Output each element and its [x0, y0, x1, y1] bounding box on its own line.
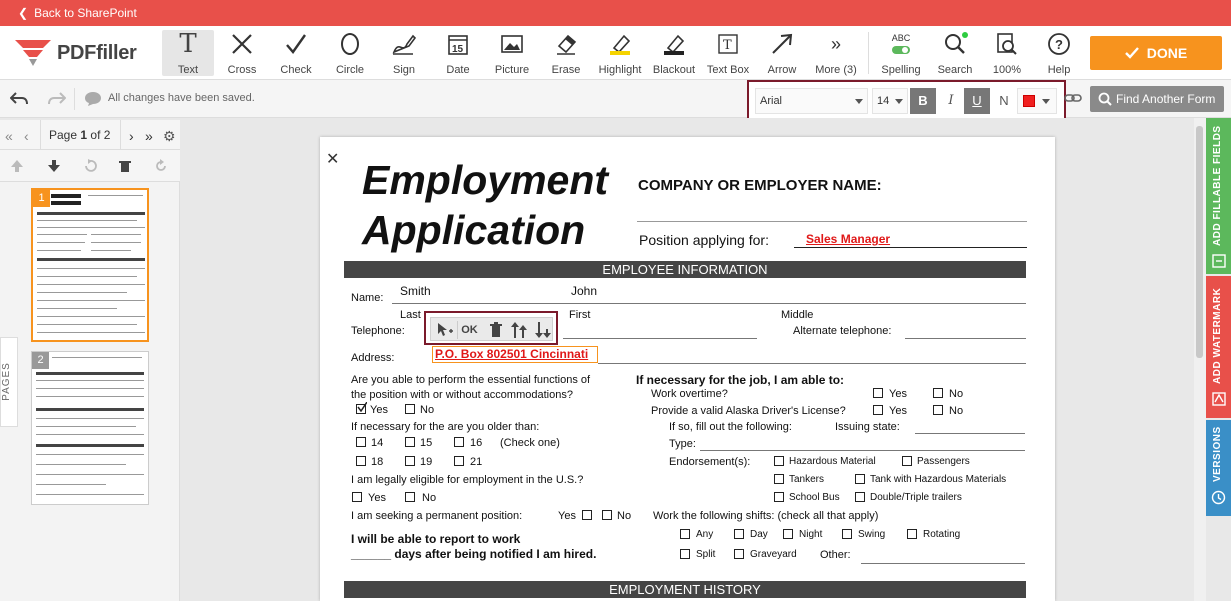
eligible-no-checkbox[interactable]: [405, 492, 415, 502]
thumb-line: [37, 227, 145, 228]
underline-button[interactable]: U: [964, 88, 990, 114]
thumb-line: [37, 220, 137, 221]
license-yes-checkbox[interactable]: [873, 405, 883, 415]
thumb-line: [37, 308, 117, 309]
tool-cross[interactable]: [217, 30, 267, 76]
check-icon: [1125, 47, 1139, 59]
blackout-icon: [649, 30, 699, 58]
divider: [40, 120, 41, 150]
telephone-label: Telephone:: [351, 325, 405, 337]
bold-button[interactable]: B: [910, 88, 936, 114]
picture-icon: [487, 30, 537, 58]
document-page: [320, 137, 1055, 601]
thumb-line: [36, 494, 144, 495]
thumb-line: [37, 276, 137, 277]
right-side-tabs: [1206, 118, 1231, 601]
telephone-line: [563, 338, 757, 339]
cross-icon: [217, 30, 267, 58]
back-label: Back to SharePoint: [34, 6, 137, 20]
type-line: [700, 450, 1025, 451]
watermark-icon: [1212, 392, 1226, 406]
rotate-page-icon[interactable]: [83, 159, 97, 173]
thumb-line: [36, 388, 144, 389]
tool-label: Search: [937, 64, 973, 76]
vertical-scrollbar[interactable]: [1194, 118, 1206, 601]
endorsement-label: Tank with Hazardous Materials: [870, 474, 1007, 485]
endorsement-checkbox[interactable]: [774, 492, 784, 502]
thumb-line: [36, 434, 144, 435]
shift-checkbox[interactable]: [783, 529, 793, 539]
thumb-line: [51, 201, 81, 205]
thumb-line: [36, 444, 144, 447]
thumb-line: [37, 292, 127, 293]
search-icon: [1098, 92, 1112, 106]
tool-date[interactable]: [433, 30, 483, 76]
thumb-line: [91, 242, 141, 243]
q-essential-line2: the position with or without accommodations?: [351, 389, 573, 401]
shifts-label: Work the following shifts: (check all that apply): [653, 510, 879, 522]
pdffiller-logo: [15, 36, 150, 68]
scrollbar-thumb[interactable]: [1196, 126, 1203, 358]
page-actions: [0, 150, 180, 182]
search-icon: [930, 30, 980, 58]
check-icon: [357, 402, 367, 412]
tool-label: More (3): [815, 64, 857, 76]
address-line: [598, 363, 1026, 364]
address-text-field[interactable]: [432, 346, 598, 363]
svg-text:T: T: [723, 38, 732, 53]
page-number-badge: 2: [32, 352, 49, 369]
q-eligible: I am legally eligible for employment in the U.S.?: [351, 474, 584, 486]
thumb-line: [91, 250, 131, 251]
tool-label: Text Box: [706, 64, 750, 76]
age-checkbox[interactable]: [405, 437, 415, 447]
overtime-no-label: No: [949, 388, 964, 400]
spelling-icon: [876, 30, 926, 58]
last-label: Last: [400, 309, 421, 321]
thumb-line: [37, 212, 145, 215]
font-size-value: 14: [877, 95, 890, 107]
text-color-picker[interactable]: [1017, 88, 1057, 114]
pdffiller-logo-icon: [15, 40, 51, 66]
overtime-yes-checkbox[interactable]: [873, 388, 883, 398]
pages-tab-label: PAGES: [0, 362, 12, 401]
issuing-state-line: [915, 433, 1025, 434]
done-label: DONE: [1146, 45, 1188, 61]
thumb-line: [37, 242, 85, 243]
tool-textbox[interactable]: [703, 30, 753, 76]
chevron-down-icon: [1042, 99, 1050, 104]
eligible-no-label: No: [422, 492, 437, 504]
thumb-line: [36, 454, 144, 455]
tool-picture[interactable]: [487, 30, 537, 76]
first-page-icon[interactable]: «: [5, 128, 13, 144]
permanent-no-label: No: [617, 510, 632, 522]
tool-circle[interactable]: [325, 30, 375, 76]
drivers-license-label: Provide a valid Alaska Driver's License?: [651, 405, 846, 417]
essential-no-checkbox[interactable]: [405, 404, 415, 414]
eligible-yes-checkbox[interactable]: [352, 492, 362, 502]
page-thumbnail-2[interactable]: [31, 351, 149, 505]
logo-text: PDFfiller: [57, 42, 137, 64]
tool-label: Erase: [551, 64, 581, 76]
textbox-icon: [703, 30, 753, 58]
company-label: COMPANY OR EMPLOYER NAME:: [638, 177, 882, 194]
type-label: Type:: [669, 438, 696, 450]
shift-label: Swing: [858, 529, 886, 540]
field-action-toolbar: [424, 311, 558, 345]
shift-checkbox[interactable]: [680, 529, 690, 539]
arrow-icon: [757, 30, 807, 58]
main-toolbar: [0, 26, 1231, 80]
essential-yes-label: Yes: [370, 404, 388, 416]
age-checkbox[interactable]: [356, 437, 366, 447]
settings-gear-icon[interactable]: ⚙: [163, 128, 176, 144]
normal-button[interactable]: N: [999, 93, 1009, 108]
save-status: All changes have been saved.: [108, 92, 255, 104]
age-checkbox[interactable]: [454, 437, 464, 447]
find-another-form-label: Find Another Form: [1116, 92, 1216, 106]
tool-highlight[interactable]: [595, 30, 645, 76]
fillable-fields-icon: [1212, 254, 1226, 268]
q-essential-line1: Are you able to perform the essential functions of: [351, 374, 591, 386]
thumb-line: [52, 357, 142, 358]
page-indicator: [49, 128, 110, 142]
thumb-line: [37, 268, 145, 269]
thumb-line: [36, 372, 144, 375]
endorsement-checkbox[interactable]: [774, 474, 784, 484]
thumb-line: [88, 195, 143, 196]
age-label: 21: [470, 456, 483, 468]
tool-label: Cross: [227, 64, 257, 76]
endorsement-checkbox[interactable]: [855, 492, 865, 502]
svg-text:?: ?: [1055, 37, 1063, 52]
shift-label: Any: [696, 529, 714, 540]
text-format-toolbar: [747, 80, 1066, 120]
history-icon: [1211, 490, 1226, 505]
highlight-icon: [595, 30, 645, 58]
thumb-line: [36, 464, 126, 465]
q-older: If necessary for the are you older than:: [351, 421, 540, 433]
permanent-yes-label: Yes: [558, 510, 576, 522]
shift-label: Rotating: [923, 529, 961, 540]
ok-button[interactable]: OK: [457, 321, 481, 339]
issuing-state-label: Issuing state:: [835, 421, 900, 433]
tool-label: Text: [177, 64, 199, 76]
tool-label: Help: [1047, 64, 1071, 76]
shift-label: Split: [696, 549, 716, 560]
thumb-line: [91, 234, 141, 235]
tool-label: Spelling: [881, 64, 921, 76]
page-prefix: Page: [49, 128, 78, 142]
endorsement-label: Double/Triple trailers: [870, 492, 962, 503]
thumb-line: [36, 484, 106, 485]
permanent-no-checkbox[interactable]: [602, 510, 612, 520]
tool-text[interactable]: [162, 30, 214, 76]
address-label: Address:: [351, 352, 395, 364]
tool-label: Date: [446, 64, 470, 76]
page-total: of 2: [90, 128, 111, 142]
shift-checkbox[interactable]: [680, 549, 690, 559]
date-icon: [433, 30, 483, 58]
italic-button[interactable]: I: [948, 93, 954, 108]
comment-icon: [84, 91, 102, 107]
doc-title-line1: Employment: [362, 157, 609, 203]
current-page: 1: [80, 128, 88, 142]
thumb-line: [36, 396, 144, 397]
other-label: Other:: [820, 549, 851, 561]
position-line: [794, 247, 1027, 248]
divider: [74, 88, 75, 110]
alt-telephone-line: [905, 338, 1026, 339]
tool-zoom[interactable]: [982, 30, 1032, 76]
tool-check[interactable]: [271, 30, 321, 76]
move-page-up-icon[interactable]: [10, 159, 24, 173]
move-cursor-icon[interactable]: [436, 322, 454, 338]
svg-text:15: 15: [452, 44, 464, 55]
pages-panel-toggle[interactable]: [0, 337, 18, 427]
undo-icon[interactable]: [10, 90, 28, 106]
sign-icon: [379, 30, 429, 58]
chevron-down-icon: [895, 99, 903, 104]
next-page-icon[interactable]: ›: [129, 128, 134, 144]
shift-checkbox[interactable]: [907, 529, 917, 539]
tool-label: Arrow: [767, 64, 797, 76]
if-necessary-heading: If necessary for the job, I am able to:: [636, 373, 845, 387]
toolbar-divider: [868, 32, 869, 74]
color-swatch: [1023, 95, 1035, 107]
tool-arrow[interactable]: [757, 30, 807, 76]
delete-page-icon[interactable]: [118, 159, 132, 173]
thumb-line: [36, 380, 144, 381]
name-label: Name:: [351, 292, 384, 304]
other-line: [861, 563, 1025, 564]
spelling-badge: ABC: [891, 33, 911, 43]
redo-icon[interactable]: [48, 90, 66, 106]
thumb-line: [37, 324, 137, 325]
company-line: [637, 221, 1027, 222]
last-name-value[interactable]: Smith: [400, 284, 431, 298]
font-family-select[interactable]: [755, 88, 868, 114]
tool-label: Blackout: [652, 64, 696, 76]
last-page-icon[interactable]: »: [145, 128, 153, 144]
font-family-value: Arial: [760, 95, 783, 107]
shift-checkbox[interactable]: [842, 529, 852, 539]
license-no-checkbox[interactable]: [933, 405, 943, 415]
move-page-down-icon[interactable]: [47, 159, 61, 173]
tab-label: VERSIONS: [1212, 426, 1223, 482]
endorsement-label: Passengers: [917, 456, 970, 467]
endorsements-label: Endorsement(s):: [669, 456, 751, 468]
work-overtime-label: Work overtime?: [651, 388, 728, 400]
age-checkbox[interactable]: [454, 456, 464, 466]
tool-more[interactable]: [811, 30, 861, 76]
license-yes-label: Yes: [889, 405, 907, 417]
tool-search[interactable]: [930, 30, 980, 76]
circle-icon: [325, 30, 375, 58]
tool-label: Circle: [335, 64, 365, 76]
position-label: Position applying for:: [639, 232, 769, 248]
refresh-page-icon[interactable]: [154, 159, 168, 173]
endorsement-label: Hazardous Material: [789, 456, 876, 467]
overtime-no-checkbox[interactable]: [933, 388, 943, 398]
shift-label: Graveyard: [750, 549, 797, 560]
eligible-yes-label: Yes: [368, 492, 386, 504]
tool-spelling[interactable]: [876, 30, 926, 76]
close-icon[interactable]: ✕: [326, 151, 340, 168]
first-label: First: [569, 309, 591, 321]
first-name-value[interactable]: John: [571, 284, 598, 298]
check-icon: [271, 30, 321, 58]
tool-label: Sign: [392, 64, 416, 76]
shift-label: Day: [750, 529, 768, 540]
thumb-line: [37, 250, 81, 251]
prev-page-icon[interactable]: ‹: [24, 128, 29, 144]
help-icon: [1034, 30, 1084, 58]
doc-title-line2: Application: [362, 207, 586, 253]
middle-label: Middle: [781, 309, 814, 321]
text-icon: T: [179, 29, 197, 59]
back-to-sharepoint-link[interactable]: [0, 0, 1231, 26]
thumb-line: [37, 300, 145, 301]
done-button[interactable]: [1090, 36, 1222, 70]
thumb-line: [36, 474, 144, 475]
link-icon[interactable]: [1064, 92, 1082, 104]
endorsement-checkbox[interactable]: [902, 456, 912, 466]
q-report-line2: ______ days after being notified I am hired.: [351, 547, 597, 561]
tool-label: Picture: [494, 64, 530, 76]
thumb-line: [36, 418, 144, 419]
age-label: 14: [371, 437, 384, 449]
age-checkbox[interactable]: [356, 456, 366, 466]
age-label: 16: [470, 437, 483, 449]
page-number-badge: 1: [33, 190, 50, 207]
age-label: 18: [371, 456, 384, 468]
field-action-bar: [430, 317, 553, 341]
zoom-icon: [982, 30, 1032, 58]
age-label: 19: [420, 456, 433, 468]
essential-no-label: No: [420, 404, 435, 416]
tab-label: ADD FILLABLE FIELDS: [1212, 125, 1223, 246]
more-icon: »: [830, 33, 841, 54]
thumb-line: [51, 194, 81, 198]
age-label: 15: [420, 437, 433, 449]
erase-icon: [541, 30, 591, 58]
thumb-line: [37, 234, 87, 235]
add-watermark-tab[interactable]: [1206, 276, 1231, 418]
thumb-line: [36, 408, 144, 411]
tool-label: Check: [280, 64, 312, 76]
endorsement-checkbox[interactable]: [855, 474, 865, 484]
tool-label: Highlight: [598, 64, 642, 76]
check-one-note: (Check one): [500, 437, 560, 449]
versions-tab[interactable]: [1206, 420, 1231, 516]
page-navigator: [0, 120, 180, 150]
endorsement-label: Tankers: [789, 474, 825, 485]
license-no-label: No: [949, 405, 964, 417]
address-value: P.O. Box 802501 Cincinnati: [435, 347, 589, 361]
thumb-line: [36, 426, 136, 427]
q-permanent: I am seeking a permanent position:: [351, 510, 523, 522]
font-size-select[interactable]: [872, 88, 908, 114]
tool-erase[interactable]: [541, 30, 591, 76]
if-so-label: If so, fill out the following:: [669, 421, 792, 433]
permanent-yes-checkbox[interactable]: [582, 510, 592, 520]
chevron-down-icon: [855, 99, 863, 104]
tool-blackout[interactable]: [649, 30, 699, 76]
find-another-form-button[interactable]: [1090, 86, 1224, 112]
page-thumbnail-1[interactable]: [31, 188, 149, 342]
thumb-line: [37, 258, 145, 261]
shift-checkbox[interactable]: [734, 529, 744, 539]
shift-label: Night: [799, 529, 823, 540]
overtime-yes-label: Yes: [889, 388, 907, 400]
name-line: [392, 303, 1026, 304]
bring-forward-icon[interactable]: [510, 321, 528, 339]
chevron-left-icon: ❮: [18, 6, 29, 20]
tab-label: ADD WATERMARK: [1212, 287, 1223, 384]
thumb-line: [37, 332, 145, 333]
divider: [120, 120, 121, 150]
section-employee-information: EMPLOYEE INFORMATION: [344, 261, 1026, 278]
add-fillable-fields-tab[interactable]: [1206, 118, 1231, 274]
tool-label: 100%: [992, 64, 1022, 76]
thumb-line: [37, 284, 145, 285]
alt-telephone-label: Alternate telephone:: [793, 325, 892, 337]
thumb-line: [37, 316, 145, 317]
q-report-line1: I will be able to report to work: [351, 532, 521, 546]
endorsement-label: School Bus: [789, 492, 840, 503]
endorsement-checkbox[interactable]: [774, 456, 784, 466]
page-thumbnails: [0, 182, 180, 601]
trash-icon[interactable]: [489, 322, 503, 338]
position-value[interactable]: Sales Manager: [806, 232, 891, 246]
essential-yes-checkbox[interactable]: [356, 404, 366, 414]
tool-help[interactable]: [1034, 30, 1084, 76]
send-backward-icon[interactable]: [534, 321, 552, 339]
age-checkbox[interactable]: [405, 456, 415, 466]
tool-sign[interactable]: [379, 30, 429, 76]
section-employment-history: EMPLOYMENT HISTORY: [344, 581, 1026, 598]
shift-checkbox[interactable]: [734, 549, 744, 559]
